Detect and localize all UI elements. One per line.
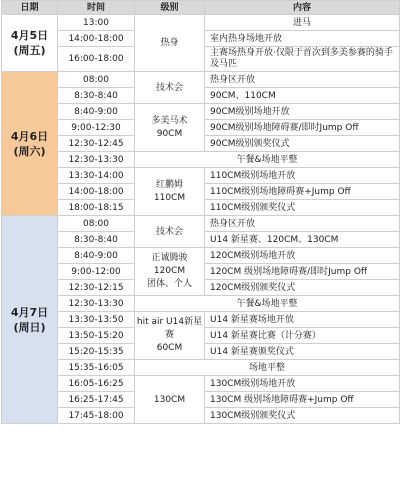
content-cell: U14 新星赛比赛（计分赛）: [205, 328, 400, 344]
level-cell: [135, 104, 205, 152]
time-cell: 15:20-15:35: [58, 344, 135, 360]
table-row: [2, 104, 400, 120]
header-level: 级别: [135, 1, 205, 15]
content-cell: U14 新星赛颁奖仪式: [205, 344, 400, 360]
level-line: 90CM: [156, 128, 183, 139]
time-cell: 8:30-8:40: [58, 232, 135, 248]
time-cell: 9:00-12:30: [58, 120, 135, 136]
time-cell: 12:30-13:30: [58, 152, 135, 168]
time-cell: 9:00-12:00: [58, 264, 135, 280]
content-cell: 午餐&场地平整: [135, 152, 400, 168]
content-cell: 90CM级别颁奖仪式: [205, 136, 400, 152]
time-cell: 8:40-9:00: [58, 104, 135, 120]
level-line: hit air U14新星赛: [136, 317, 203, 340]
header-time: 时间: [58, 1, 135, 15]
header-content: 内容: [205, 1, 400, 15]
table-row: [2, 168, 400, 184]
time-cell: 17:45-18:00: [58, 408, 135, 424]
content-cell: 130CM 级别场地障碍赛+Jump Off: [205, 392, 400, 408]
content-cell: 场地平整: [135, 360, 400, 376]
table-row: [2, 152, 400, 168]
content-cell: 90CM、110CM: [205, 88, 400, 104]
content-cell: 午餐&场地平整: [135, 296, 400, 312]
time-cell: 16:05-16:25: [58, 376, 135, 392]
time-cell: 13:30-14:00: [58, 168, 135, 184]
time-cell: 16:00-18:00: [58, 47, 135, 72]
content-cell: 110CM级别场地开放: [205, 168, 400, 184]
time-cell: 08:00: [58, 72, 135, 88]
level-cell: 130CM: [135, 376, 205, 424]
level-line: 110CM: [153, 192, 186, 203]
time-cell: 13:00: [58, 15, 135, 31]
content-cell: 进马: [205, 15, 400, 31]
date-cell-apr7: [2, 216, 58, 424]
level-cell: [135, 312, 205, 360]
level-cell: [135, 248, 205, 296]
content-cell: 110CM级别颁奖仪式: [205, 200, 400, 216]
table-row: [2, 312, 400, 328]
content-cell: 110CM级别场地障碍赛+Jump Off: [205, 184, 400, 200]
table-row: [2, 360, 400, 376]
table-row: [2, 376, 400, 392]
content-cell: 120CM级别颁奖仪式: [205, 280, 400, 296]
table-row: [2, 72, 400, 88]
level-line: 团体、个人: [146, 279, 192, 289]
level-cell: 热身: [135, 15, 205, 72]
content-cell: 90CM级别场地开放: [205, 104, 400, 120]
level-cell: 技术会: [135, 216, 205, 248]
date-line: 4月7日: [10, 305, 49, 319]
time-cell: 12:30-12:15: [58, 280, 135, 296]
time-cell: 08:00: [58, 216, 135, 232]
content-cell: 主赛场热身开放·仅限于首次到多美参赛的骑手及马匹: [205, 47, 400, 72]
level-cell: [135, 168, 205, 216]
time-cell: 8:30-8:40: [58, 88, 135, 104]
date-line: 4月6日: [10, 129, 49, 143]
content-cell: U14 新星赛场地开放: [205, 312, 400, 328]
weekday-line: (周日): [13, 320, 46, 334]
content-cell: 130CM级别颁奖仪式: [205, 408, 400, 424]
header-row: [2, 1, 400, 15]
time-cell: 8:40-9:00: [58, 248, 135, 264]
content-cell: 热身区开放: [205, 216, 400, 232]
level-line: 红鹏姆: [155, 179, 183, 190]
date-cell-apr6: [2, 72, 58, 216]
content-cell: 120CM级别场地开放: [205, 248, 400, 264]
table-row: [2, 15, 400, 31]
date-cell-apr5: [2, 15, 58, 72]
time-cell: 12:30-12:45: [58, 136, 135, 152]
time-cell: 12:30-13:30: [58, 296, 135, 312]
level-cell: 技术会: [135, 72, 205, 104]
table-row: [2, 216, 400, 232]
content-cell: 90CM级别场地障碍赛/即时Jump Off: [205, 120, 400, 136]
time-cell: 14:00-18:00: [58, 31, 135, 47]
weekday-line: (周六): [13, 144, 46, 158]
time-cell: 14:00-18:00: [58, 184, 135, 200]
time-cell: 18:00-18:15: [58, 200, 135, 216]
content-cell: U14 新星赛、120CM、130CM: [205, 232, 400, 248]
content-cell: 室内热身场地开放: [205, 31, 400, 47]
weekday-line: (周五): [13, 44, 46, 57]
content-cell: 130CM级别场地开放: [205, 376, 400, 392]
content-cell: 热身区开放: [205, 72, 400, 88]
level-line: 60CM: [156, 343, 183, 353]
date-line: 4月5日: [10, 29, 49, 42]
table-row: [2, 296, 400, 312]
content-cell: 120CM 级别场地障碍赛/即时Jump Off: [205, 264, 400, 280]
time-cell: 13:30-13:50: [58, 312, 135, 328]
time-cell: 16:25-17:45: [58, 392, 135, 408]
table-row: [2, 248, 400, 264]
level-line: 正诚腾骏 120CM: [151, 253, 188, 276]
time-cell: 13:50-15:20: [58, 328, 135, 344]
header-date: 日期: [2, 1, 58, 15]
time-cell: 15:35-16:05: [58, 360, 135, 376]
level-line: 多美马术: [151, 115, 188, 126]
schedule-table: [1, 0, 400, 424]
